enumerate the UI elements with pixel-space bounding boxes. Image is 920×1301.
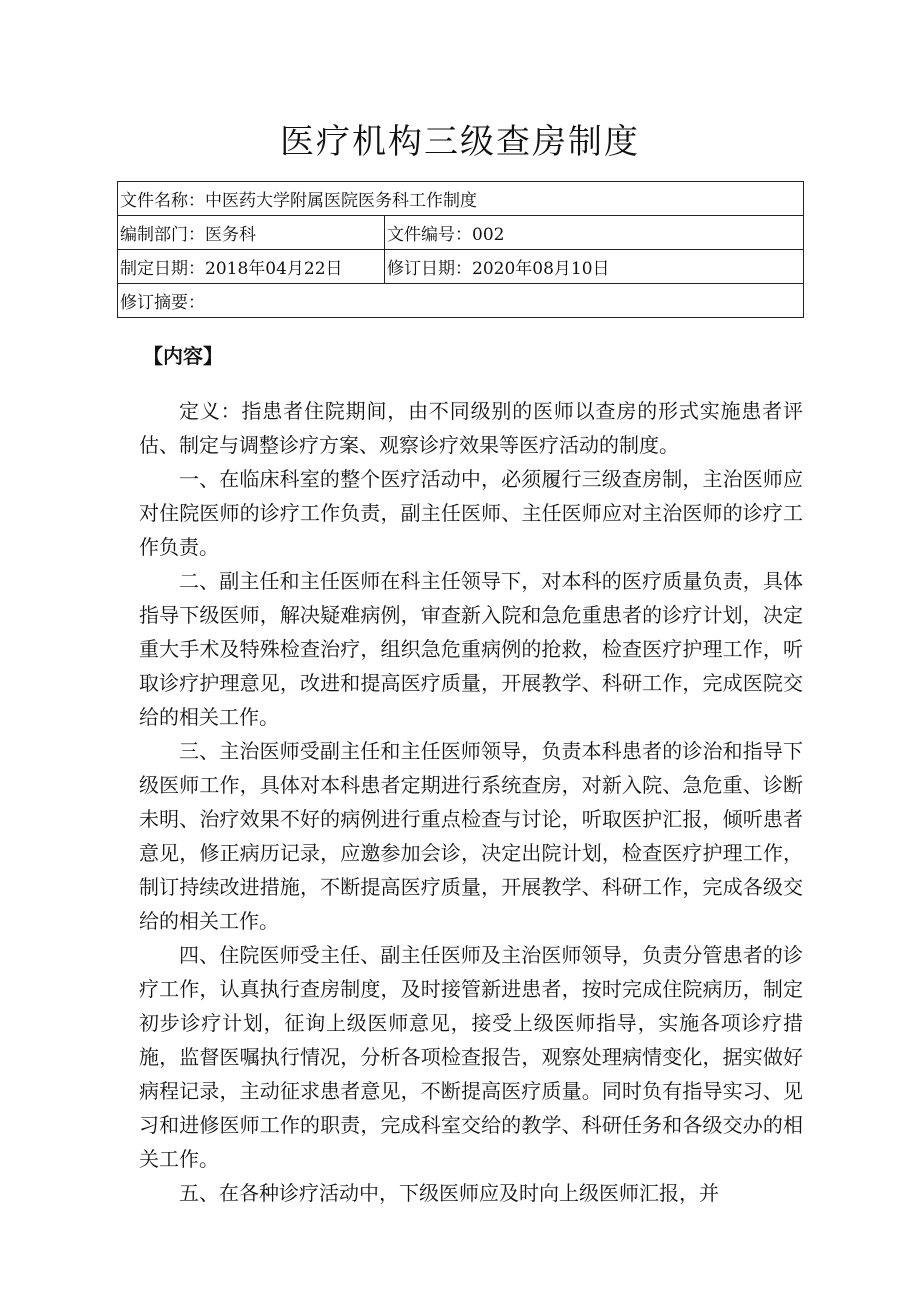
- info-row-revision-summary: [118, 284, 804, 318]
- paragraph-4: 四、住院医师受主任、副主任医师及主治医师领导，负责分管患者的诊疗工作，认真执行查房制度，及时接管新进患者，按时完成住院病历，制定初步诊疗计划，征询上级医师意见，接受上级医师指导，实施各项诊疗措施，监督医嘱执行情况，分析各项检查报告，观察处理病情变化，据实做好病程记录，主动征求患者意见，不断提高医疗质量。同时负有指导实习、见习和进修医师工作的职责，完成科室交给的教学、科研任务和各级交办的相关工作。: [139, 943, 803, 1171]
- paragraph-2: 二、副主任和主任医师在科主任领导下，对本科的医疗质量负责，具体指导下级医师，解决疑难病例，审查新入院和急危重患者的诊疗计划，决定重大手术及特殊检查治疗，组织急危重病例的抢救，检查医疗护理工作，听取诊疗护理意见，改进和提高医疗质量，开展教学、科研工作，完成医院交给的相关工作。: [139, 569, 803, 729]
- info-row-file-name: [118, 182, 804, 216]
- paragraph-3: 三、主治医师受副主任和主任医师领导，负责本科患者的诊治和指导下级医师工作，具体对本科患者定期进行系统查房，对新入院、急危重、诊断未明、治疗效果不好的病例进行重点检查与讨论，听取医护汇报，倾听患者意见，修正病历记录，应邀参加会诊，决定出院计划，检查医疗护理工作，制订持续改进措施，不断提高医疗质量，开展教学、科研工作，完成各级交给的相关工作。: [139, 739, 803, 933]
- department-cell: 编制部门：医务科: [118, 216, 385, 250]
- revision-summary-cell: 修订摘要：: [118, 284, 804, 318]
- created-date-cell: 制定日期：2018年04月22日: [118, 250, 385, 284]
- info-row-department: [118, 216, 804, 250]
- content-body: [139, 394, 803, 1210]
- document-title: 医疗机构三级查房制度: [280, 122, 640, 162]
- revised-date-cell: 修订日期：2020年08月10日: [385, 250, 804, 284]
- info-row-dates: [118, 250, 804, 284]
- document-info-table: [117, 181, 804, 318]
- paragraph-1: 一、在临床科室的整个医疗活动中，必须履行三级查房制，主治医师应对住院医师的诊疗工作负责，副主任医师、主任医师应对主治医师的诊疗工作负责。: [139, 467, 803, 559]
- file-name-cell: 文件名称：中医药大学附属医院医务科工作制度: [118, 182, 804, 216]
- paragraph-5: 五、在各种诊疗活动中，下级医师应及时向上级医师汇报，并: [179, 1181, 719, 1205]
- content-section-heading: 【内容】: [143, 344, 223, 368]
- file-number-cell: 文件编号：002: [385, 216, 804, 250]
- paragraph-definition: 定义：指患者住院期间，由不同级别的医师以查房的形式实施患者评估、制定与调整诊疗方案、观察诊疗效果等医疗活动的制度。: [139, 399, 803, 457]
